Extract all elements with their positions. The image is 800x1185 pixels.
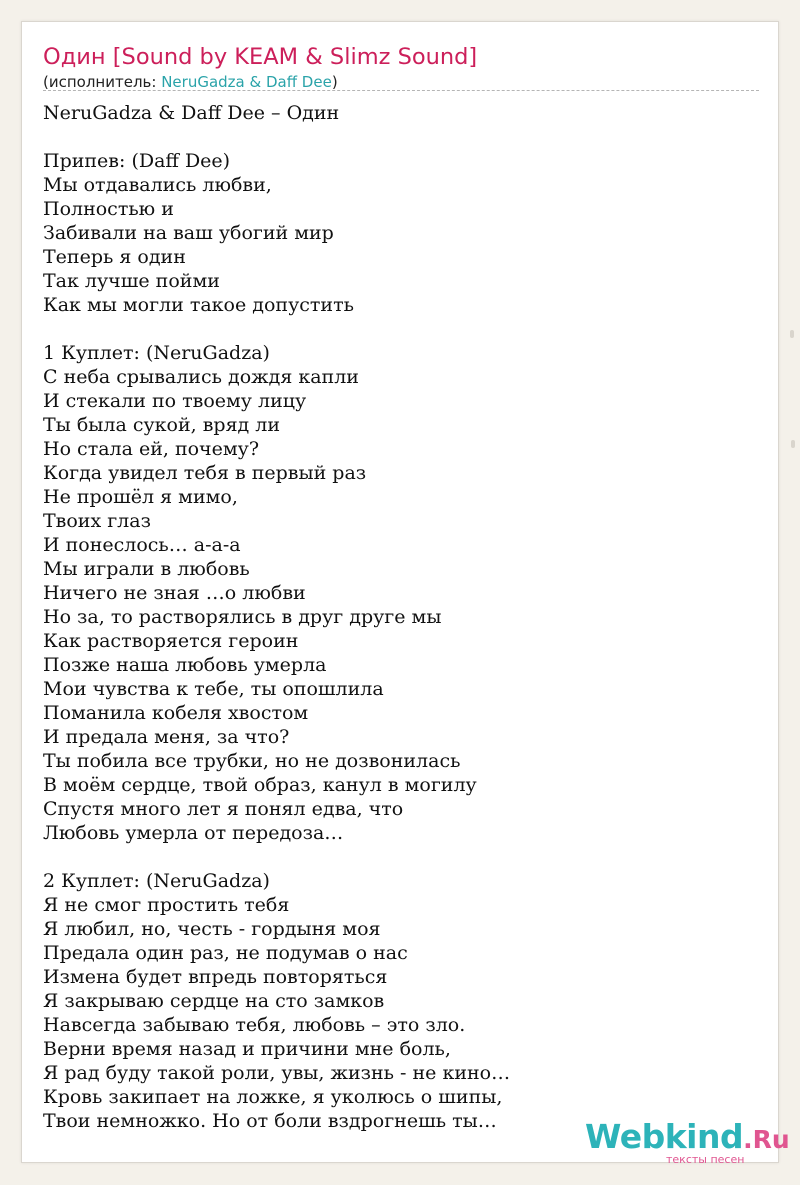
- lyric-line: Я не смог простить тебя: [43, 894, 290, 916]
- lyric-line: Позже наша любовь умерла: [43, 654, 327, 676]
- background-texture-mark: [791, 440, 795, 448]
- lyric-line: Не прошёл я мимо,: [43, 486, 238, 508]
- title-divider: [43, 90, 759, 91]
- lyric-line: Мои чувства к тебе, ты опошлила: [43, 678, 384, 700]
- lyric-line: Поманила кобеля хвостом: [43, 702, 309, 724]
- logo-name: Webkind: [585, 1117, 744, 1156]
- lyric-line: 1 Куплет: (NeruGadza): [43, 342, 270, 364]
- lyric-line: Я любил, но, честь - гордыня моя: [43, 918, 381, 940]
- lyric-line: Мы играли в любовь: [43, 558, 250, 580]
- lyric-line: Полностью и: [43, 198, 174, 220]
- logo-tagline: тексты песен: [666, 1153, 745, 1166]
- song-title: Один [Sound by KEAM & Slimz Sound]: [43, 44, 478, 70]
- lyric-line: Забивали на ваш убогий мир: [43, 222, 334, 244]
- site-logo[interactable]: [585, 1117, 790, 1167]
- lyric-line: Так лучше пойми: [43, 270, 220, 292]
- lyric-line: С неба срывались дождя капли: [43, 366, 359, 388]
- lyric-line: Мы отдавались любви,: [43, 174, 272, 196]
- lyric-line: Ничего не зная …о любви: [43, 582, 306, 604]
- lyric-line: И стекали по твоему лицу: [43, 390, 307, 412]
- lyric-line: Предала один раз, не подумав о нас: [43, 942, 408, 964]
- lyric-line: Я рад буду такой роли, увы, жизнь - не кино…: [43, 1062, 511, 1084]
- lyric-line: Ты была сукой, вряд ли: [43, 414, 281, 436]
- lyric-line: Навсегда забываю тебя, любовь – это зло.: [43, 1014, 466, 1036]
- lyrics-text: [43, 101, 759, 1133]
- artist-suffix: ): [331, 73, 338, 91]
- lyric-line: Любовь умерла от передоза…: [43, 822, 344, 844]
- lyric-blank-line: [43, 125, 759, 149]
- lyric-line: И понеслось… а-а-а: [43, 534, 241, 556]
- artist-link[interactable]: NeruGadza & Daff Dee: [161, 73, 332, 91]
- lyric-line: Спустя много лет я понял едва, что: [43, 798, 404, 820]
- lyric-line: Я закрываю сердце на сто замков: [43, 990, 385, 1012]
- background-texture-mark: [790, 330, 794, 338]
- lyric-line: Теперь я один: [43, 246, 186, 268]
- lyric-line: Как растворяется героин: [43, 630, 299, 652]
- lyric-line: Ты побила все трубки, но не дозвонилась: [43, 750, 461, 772]
- lyric-line: NeruGadza & Daff Dee – Один: [43, 102, 340, 124]
- lyrics-card: [21, 21, 790, 1166]
- lyric-line: Когда увидел тебя в первый раз: [43, 462, 367, 484]
- lyric-blank-line: [43, 845, 759, 869]
- logo-tld: .Ru: [743, 1125, 790, 1154]
- lyric-line: Но за, то растворялись в друг друге мы: [43, 606, 442, 628]
- lyric-line: 2 Куплет: (NeruGadza): [43, 870, 270, 892]
- lyric-line: В моём сердце, твой образ, канул в могилу: [43, 774, 477, 796]
- lyric-line: Твоих глаз: [43, 510, 151, 532]
- lyric-line: Кровь закипает на ложке, я уколюсь о шипы,: [43, 1086, 503, 1108]
- lyric-line: Верни время назад и причини мне боль,: [43, 1038, 451, 1060]
- lyric-line: Как мы могли такое допустить: [43, 294, 354, 316]
- lyric-line: Но стала ей, почему?: [43, 438, 260, 460]
- lyric-line: Припев: (Daff Dee): [43, 150, 231, 172]
- lyric-line: Твои немножко. Но от боли вздрогнешь ты…: [43, 1110, 497, 1132]
- artist-prefix: (исполнитель:: [43, 73, 162, 91]
- lyric-line: И предала меня, за что?: [43, 726, 290, 748]
- lyric-line: Измена будет впредь повторяться: [43, 966, 388, 988]
- lyric-blank-line: [43, 317, 759, 341]
- artist-line: [43, 72, 338, 92]
